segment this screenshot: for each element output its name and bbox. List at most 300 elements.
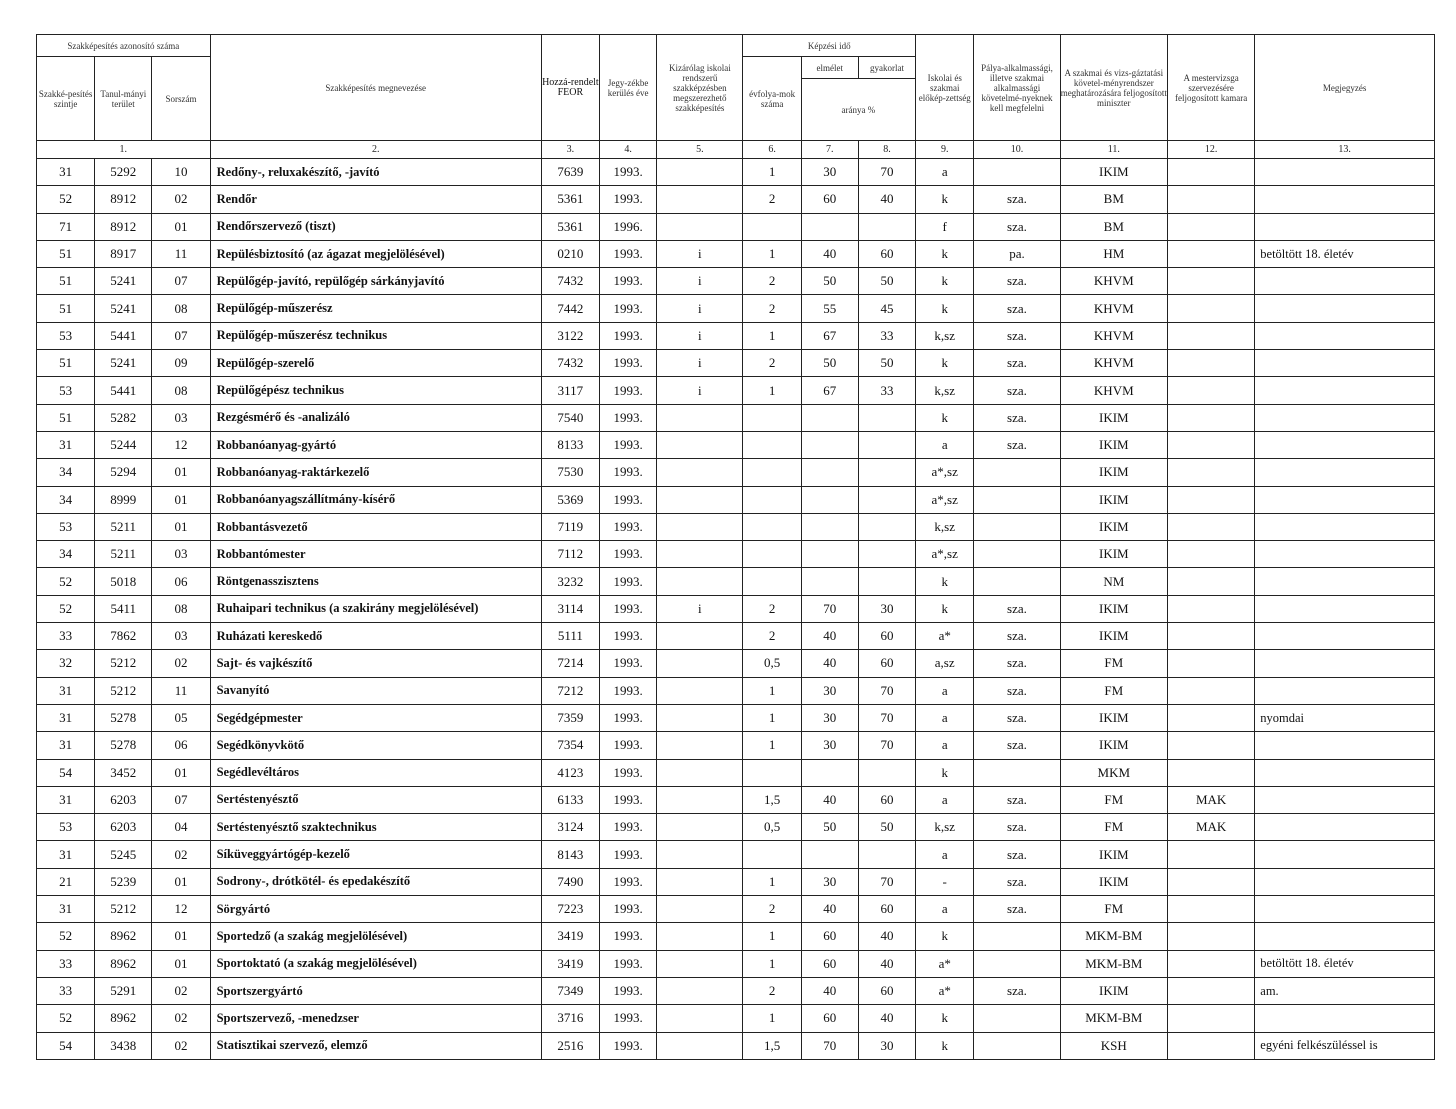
column-number: 4. [599,141,656,159]
cell-chamber [1167,868,1254,895]
cell-serial: 01 [152,486,210,513]
table-row [37,704,1435,731]
cell-career: sza. [974,213,1060,240]
cell-prereq: k,sz [916,814,974,841]
cell-theory: 50 [801,814,858,841]
cell-chamber [1167,759,1254,786]
header-notes: Megjegyzés [1255,35,1435,141]
cell-year: 1993. [599,322,656,349]
cell-grades: 1 [743,1005,801,1032]
cell-level: 51 [37,350,95,377]
cell-note [1255,295,1435,322]
cell-chamber [1167,541,1254,568]
cell-school-only [657,568,743,595]
cell-note [1255,322,1435,349]
cell-career: sza. [974,650,1060,677]
cell-name: Repülőgépész technikus [210,377,541,404]
cell-level: 51 [37,295,95,322]
cell-minister: MKM-BM [1060,1005,1167,1032]
cell-career [974,159,1060,186]
cell-career [974,950,1060,977]
cell-practice: 70 [858,704,915,731]
document-sheet [36,34,1435,1060]
cell-area: 8917 [95,240,152,267]
cell-year: 1993. [599,568,656,595]
cell-name: Robbantómester [210,541,541,568]
table-row [37,841,1435,868]
cell-school-only [657,841,743,868]
cell-career [974,486,1060,513]
cell-year: 1993. [599,759,656,786]
cell-school-only: i [657,295,743,322]
cell-school-only [657,759,743,786]
header-serial: Sorszám [152,57,210,141]
cell-school-only [657,732,743,759]
cell-year: 1993. [599,159,656,186]
cell-feor: 7530 [541,459,599,486]
cell-school-only: i [657,350,743,377]
cell-practice: 40 [858,950,915,977]
cell-practice [858,513,915,540]
cell-chamber [1167,295,1254,322]
header-chamber: A mestervizsga szervezésére feljogosított kamara [1167,35,1254,141]
cell-year: 1993. [599,841,656,868]
cell-minister: IKIM [1060,977,1167,1004]
cell-feor: 5111 [541,623,599,650]
cell-chamber [1167,677,1254,704]
cell-note [1255,595,1435,622]
cell-chamber [1167,732,1254,759]
cell-serial: 01 [152,513,210,540]
cell-note [1255,923,1435,950]
cell-grades: 1,5 [743,1032,801,1059]
cell-note [1255,377,1435,404]
cell-grades: 2 [743,350,801,377]
cell-level: 53 [37,322,95,349]
cell-name: Repülőgép-műszerész technikus [210,322,541,349]
cell-name: Segédgépmester [210,704,541,731]
cell-feor: 7432 [541,350,599,377]
cell-level: 53 [37,513,95,540]
cell-chamber [1167,623,1254,650]
cell-career: sza. [974,350,1060,377]
cell-serial: 05 [152,704,210,731]
cell-career: sza. [974,841,1060,868]
cell-minister: IKIM [1060,404,1167,431]
cell-career: sza. [974,977,1060,1004]
cell-note [1255,841,1435,868]
table-row [37,923,1435,950]
cell-prereq: k [916,268,974,295]
cell-grades [743,486,801,513]
cell-minister: IKIM [1060,486,1167,513]
cell-name: Repülőgép-szerelő [210,350,541,377]
cell-minister: MKM [1060,759,1167,786]
cell-minister: IKIM [1060,431,1167,458]
header-feor: Hozzá-rendelt FEOR [541,35,599,141]
cell-note [1255,404,1435,431]
cell-feor: 3232 [541,568,599,595]
cell-feor: 6133 [541,786,599,813]
cell-feor: 7112 [541,541,599,568]
cell-year: 1993. [599,950,656,977]
cell-career: sza. [974,786,1060,813]
cell-note [1255,786,1435,813]
cell-theory: 60 [801,923,858,950]
cell-level: 31 [37,896,95,923]
cell-theory [801,541,858,568]
cell-practice: 60 [858,623,915,650]
cell-name: Sodrony-, drótkötél- és epedakészítő [210,868,541,895]
cell-level: 51 [37,404,95,431]
table-row [37,295,1435,322]
cell-area: 5212 [95,896,152,923]
cell-name: Sportedző (a szakág megjelölésével) [210,923,541,950]
cell-prereq: k [916,350,974,377]
cell-minister: FM [1060,786,1167,813]
cell-area: 5212 [95,677,152,704]
table-row [37,1005,1435,1032]
cell-minister: IKIM [1060,595,1167,622]
cell-chamber [1167,950,1254,977]
cell-year: 1993. [599,459,656,486]
header-group-id: Szakképesítés azonosító száma [37,35,211,57]
cell-area: 7862 [95,623,152,650]
qualifications-table [36,34,1435,1060]
cell-prereq: a* [916,950,974,977]
cell-minister: IKIM [1060,159,1167,186]
cell-note [1255,431,1435,458]
cell-minister: MKM-BM [1060,923,1167,950]
cell-school-only [657,923,743,950]
cell-school-only [657,431,743,458]
cell-theory: 67 [801,322,858,349]
cell-grades: 1 [743,240,801,267]
cell-minister: KHVM [1060,268,1167,295]
cell-serial: 08 [152,377,210,404]
cell-feor: 7354 [541,732,599,759]
cell-feor: 7490 [541,868,599,895]
cell-grades: 1 [743,923,801,950]
cell-grades: 2 [743,595,801,622]
cell-minister: IKIM [1060,541,1167,568]
header-year: Jegy-zékbe kerülés éve [599,35,656,141]
cell-grades: 1,5 [743,786,801,813]
cell-grades [743,213,801,240]
cell-area: 8962 [95,950,152,977]
header-school-only: Kizárólag iskolai rendszerű szakképzésben megszerezhető szakképesítés [657,35,743,141]
cell-career: sza. [974,377,1060,404]
cell-name: Redőny-, reluxakészítő, -javító [210,159,541,186]
cell-career: sza. [974,268,1060,295]
cell-level: 52 [37,568,95,595]
cell-chamber [1167,159,1254,186]
cell-grades [743,431,801,458]
header-career: Pálya-alkalmassági, illetve szakmai alkalmassági követelmé-nyeknek kell megfelelni [974,35,1060,141]
cell-year: 1993. [599,240,656,267]
cell-chamber [1167,923,1254,950]
cell-school-only [657,704,743,731]
cell-chamber [1167,568,1254,595]
cell-grades: 1 [743,732,801,759]
column-number-row-cells [37,141,1435,159]
cell-chamber [1167,322,1254,349]
cell-minister: MKM-BM [1060,950,1167,977]
cell-serial: 10 [152,159,210,186]
table-row [37,650,1435,677]
header-name: Szakképesítés megnevezése [210,35,541,141]
cell-practice: 70 [858,868,915,895]
cell-year: 1993. [599,350,656,377]
cell-career: sza. [974,732,1060,759]
cell-name: Ruhaipari technikus (a szakirány megjelölésével) [210,595,541,622]
column-number: 1. [37,141,211,159]
cell-feor: 7540 [541,404,599,431]
cell-minister: IKIM [1060,513,1167,540]
cell-year: 1993. [599,814,656,841]
cell-serial: 07 [152,268,210,295]
cell-area: 6203 [95,786,152,813]
cell-theory: 40 [801,896,858,923]
table-row [37,377,1435,404]
cell-minister: HM [1060,240,1167,267]
cell-serial: 09 [152,350,210,377]
cell-prereq: k [916,404,974,431]
cell-year: 1993. [599,404,656,431]
cell-level: 31 [37,431,95,458]
cell-serial: 02 [152,186,210,213]
cell-grades [743,568,801,595]
cell-minister: IKIM [1060,704,1167,731]
cell-theory: 60 [801,186,858,213]
cell-practice: 30 [858,1032,915,1059]
table-row [37,732,1435,759]
cell-feor: 7349 [541,977,599,1004]
cell-school-only [657,459,743,486]
cell-prereq: a [916,841,974,868]
cell-feor: 8143 [541,841,599,868]
cell-prereq: a* [916,977,974,1004]
cell-feor: 3117 [541,377,599,404]
cell-serial: 02 [152,1005,210,1032]
cell-level: 32 [37,650,95,677]
cell-school-only [657,159,743,186]
cell-year: 1993. [599,704,656,731]
cell-minister: IKIM [1060,868,1167,895]
cell-prereq: - [916,868,974,895]
cell-name: Sportszergyártó [210,977,541,1004]
table-row [37,486,1435,513]
cell-theory: 40 [801,650,858,677]
cell-level: 33 [37,977,95,1004]
header-grades: évfolya-mok száma [743,57,801,141]
cell-chamber [1167,377,1254,404]
cell-grades: 2 [743,268,801,295]
cell-career: sza. [974,814,1060,841]
cell-feor: 7639 [541,159,599,186]
cell-practice: 45 [858,295,915,322]
cell-name: Segédlevéltáros [210,759,541,786]
cell-level: 52 [37,923,95,950]
cell-grades: 2 [743,896,801,923]
cell-theory: 30 [801,732,858,759]
column-number: 10. [974,141,1060,159]
cell-level: 53 [37,377,95,404]
cell-chamber [1167,513,1254,540]
column-number: 2. [210,141,541,159]
cell-name: Rezgésmérő és -analizáló [210,404,541,431]
cell-serial: 02 [152,841,210,868]
cell-name: Robbanóanyagszállítmány-kísérő [210,486,541,513]
header-prereq: Iskolai és szakmai előkép-zettség [916,35,974,141]
cell-theory: 60 [801,950,858,977]
cell-note: betöltött 18. életév [1255,240,1435,267]
cell-grades: 2 [743,977,801,1004]
cell-theory: 50 [801,350,858,377]
cell-name: Sertéstenyésztő [210,786,541,813]
cell-prereq: a,sz [916,650,974,677]
cell-feor: 7119 [541,513,599,540]
cell-feor: 3122 [541,322,599,349]
cell-level: 33 [37,950,95,977]
cell-theory [801,459,858,486]
cell-note [1255,159,1435,186]
header-minister: A szakmai és vizs-gáztatási követel-ményrendszer meghatározására feljogosított miniszter [1060,35,1167,141]
cell-area: 8962 [95,923,152,950]
cell-year: 1993. [599,977,656,1004]
cell-note [1255,213,1435,240]
cell-level: 71 [37,213,95,240]
cell-theory: 40 [801,786,858,813]
cell-area: 5291 [95,977,152,1004]
cell-area: 8962 [95,1005,152,1032]
cell-grades: 1 [743,677,801,704]
cell-area: 5278 [95,704,152,731]
cell-practice: 60 [858,896,915,923]
cell-note [1255,759,1435,786]
cell-name: Robbantásvezető [210,513,541,540]
cell-name: Repülőgép-műszerész [210,295,541,322]
cell-chamber [1167,186,1254,213]
cell-career [974,1032,1060,1059]
cell-prereq: a [916,786,974,813]
cell-school-only: i [657,268,743,295]
cell-feor: 5361 [541,186,599,213]
cell-theory [801,841,858,868]
table-row [37,541,1435,568]
cell-school-only [657,977,743,1004]
cell-practice [858,759,915,786]
cell-chamber: MAK [1167,786,1254,813]
cell-area: 5241 [95,350,152,377]
table-row [37,322,1435,349]
cell-area: 5018 [95,568,152,595]
cell-practice: 60 [858,650,915,677]
cell-area: 5278 [95,732,152,759]
cell-area: 3438 [95,1032,152,1059]
cell-level: 54 [37,759,95,786]
column-number: 12. [1167,141,1254,159]
cell-theory: 40 [801,240,858,267]
cell-level: 34 [37,541,95,568]
cell-minister: FM [1060,677,1167,704]
cell-chamber [1167,404,1254,431]
table-row [37,350,1435,377]
cell-practice: 40 [858,923,915,950]
cell-serial: 07 [152,322,210,349]
cell-serial: 07 [152,786,210,813]
cell-name: Repülésbiztosító (az ágazat megjelölésével) [210,240,541,267]
cell-area: 5294 [95,459,152,486]
cell-year: 1993. [599,677,656,704]
cell-area: 5241 [95,268,152,295]
cell-career: sza. [974,868,1060,895]
table-body [37,159,1435,1060]
cell-serial: 08 [152,595,210,622]
cell-level: 53 [37,814,95,841]
cell-chamber [1167,431,1254,458]
cell-school-only [657,650,743,677]
cell-school-only [657,896,743,923]
cell-year: 1993. [599,650,656,677]
table-row [37,513,1435,540]
cell-serial: 01 [152,459,210,486]
cell-serial: 02 [152,977,210,1004]
cell-note [1255,732,1435,759]
cell-chamber [1167,240,1254,267]
cell-school-only [657,623,743,650]
cell-name: Repülőgép-javító, repülőgép sárkányjavító [210,268,541,295]
cell-name: Sertéstenyésztő szaktechnikus [210,814,541,841]
cell-prereq: k,sz [916,377,974,404]
cell-theory [801,513,858,540]
cell-level: 52 [37,1005,95,1032]
cell-year: 1993. [599,486,656,513]
cell-career [974,1005,1060,1032]
cell-name: Ruházati kereskedő [210,623,541,650]
cell-serial: 03 [152,623,210,650]
cell-practice [858,486,915,513]
header-ratio: aránya % [801,79,915,141]
cell-school-only: i [657,377,743,404]
cell-practice: 60 [858,786,915,813]
table-row [37,1032,1435,1059]
cell-minister: KHVM [1060,350,1167,377]
cell-note [1255,623,1435,650]
cell-area: 8912 [95,186,152,213]
column-number: 11. [1060,141,1167,159]
cell-chamber [1167,1005,1254,1032]
cell-grades [743,404,801,431]
cell-year: 1993. [599,732,656,759]
cell-theory [801,431,858,458]
cell-career: sza. [974,431,1060,458]
cell-serial: 01 [152,868,210,895]
cell-chamber [1167,977,1254,1004]
cell-school-only [657,513,743,540]
cell-name: Savanyító [210,677,541,704]
cell-practice: 60 [858,977,915,1004]
cell-year: 1993. [599,595,656,622]
cell-serial: 01 [152,923,210,950]
table-row [37,623,1435,650]
cell-area: 6203 [95,814,152,841]
cell-practice [858,541,915,568]
cell-area: 5411 [95,595,152,622]
cell-prereq: a* [916,623,974,650]
cell-chamber [1167,1032,1254,1059]
cell-grades [743,541,801,568]
